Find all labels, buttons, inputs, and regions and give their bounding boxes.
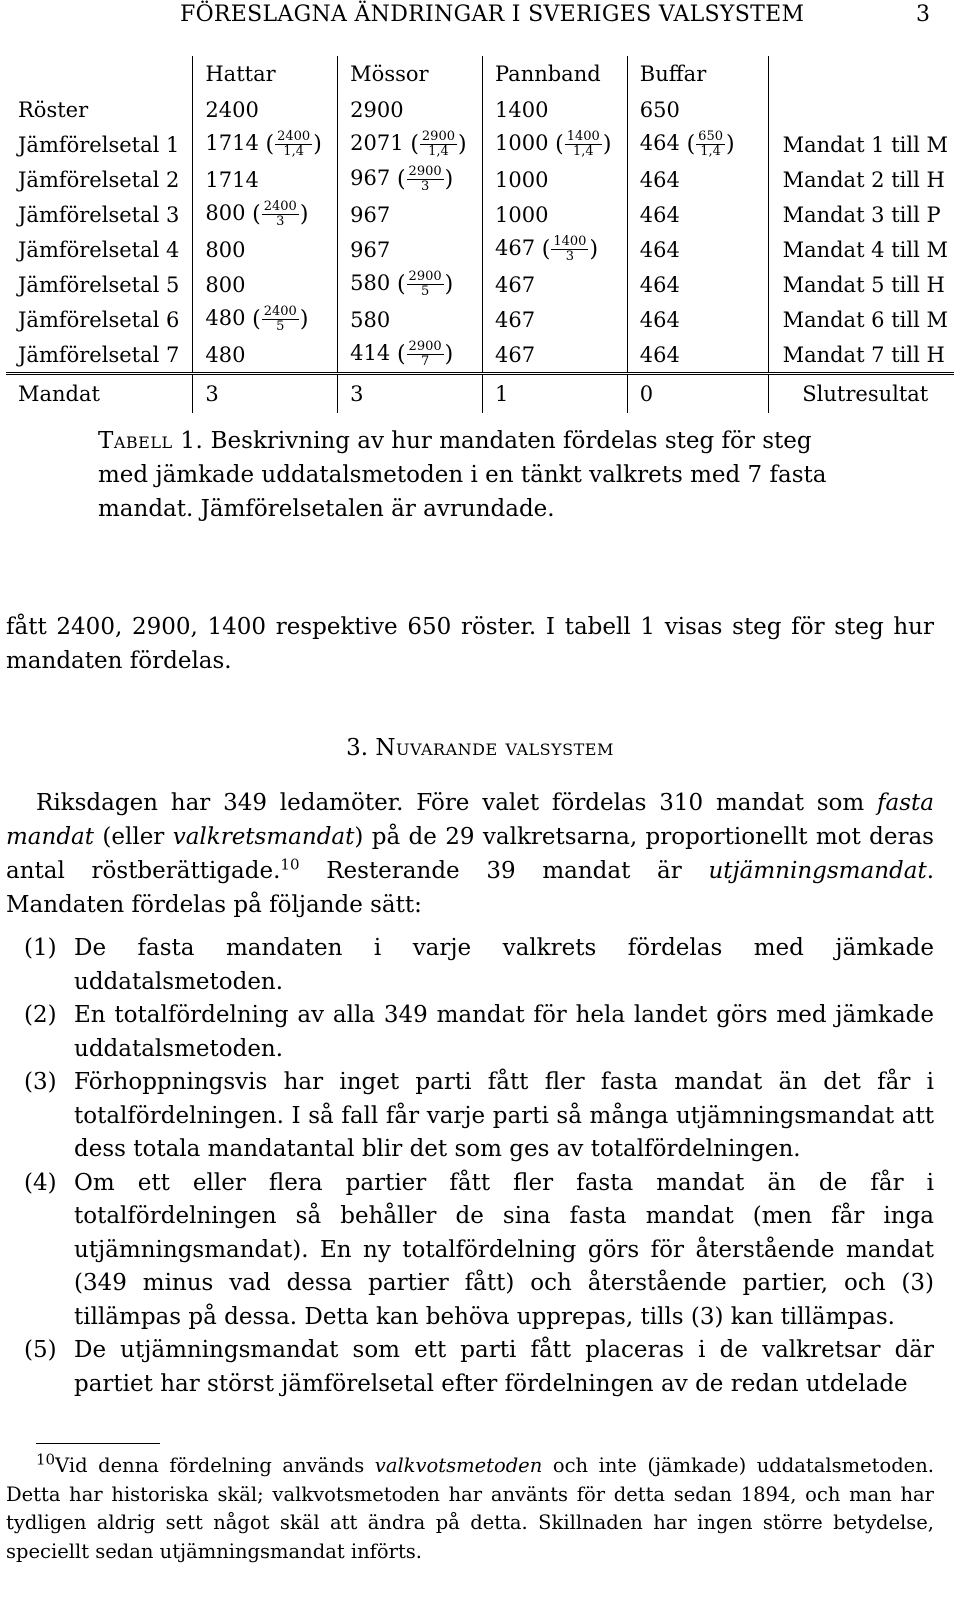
comparison-value: 414 xyxy=(350,341,391,365)
section-heading xyxy=(0,735,960,761)
comparison-value: 464 xyxy=(639,237,680,262)
row-label: Jämförelsetal 5 xyxy=(6,267,193,302)
comparison-row xyxy=(6,162,954,197)
list-item-number: (3) xyxy=(24,1069,57,1095)
paren-open: ( xyxy=(396,272,406,297)
paragraph-continuation: fått 2400, 2900, 1400 respektive 650 röster. I tabell 1 visas steg för steg hur mandaten fördelas. xyxy=(6,614,934,674)
header-cell: Mössor xyxy=(338,56,483,92)
paren-close: ) xyxy=(726,132,735,157)
fraction-denominator: 3 xyxy=(565,249,575,264)
comparison-value: 580 xyxy=(350,307,391,332)
seat-table xyxy=(6,56,954,413)
list-item xyxy=(6,1167,934,1335)
footnote-text-2: och inte (jämkade) uddatalsmetoden. Detta har historiska skäl; valkvotsmetoden har använts för detta sedan 1894, och man har tydligen aldrig sett något skäl att ändra på detta. Skillnaden har ingen större betydelse, speciellt sedan utjämningsmandat införts. xyxy=(6,1454,934,1563)
roster-row xyxy=(6,92,954,127)
result-cell xyxy=(768,92,954,127)
fraction xyxy=(407,165,444,194)
comparison-cell xyxy=(338,302,483,337)
votes-cell: 2400 xyxy=(193,92,338,127)
comparison-value: 467 xyxy=(494,307,536,332)
comparison-cell xyxy=(193,267,338,302)
comparison-value: 480 xyxy=(205,342,246,367)
comparison-cell xyxy=(482,197,627,232)
comparison-cell xyxy=(193,197,338,232)
comparison-cell xyxy=(338,162,483,197)
paren-open: ( xyxy=(396,167,406,192)
footnote-marker: 10 xyxy=(280,855,300,874)
comparison-cell xyxy=(193,162,338,197)
comparison-value: 580 xyxy=(350,271,391,295)
list-item-text: Om ett eller flera partier fått fler fasta mandat än de får i totalfördelningen så behåller de sina fasta mandat (men får inga utjämningsmandat). En ny totalfördelning görs för återstående mandat (349 minus vad dessa partier fått) och återstående partier, och (3) tillämpas på dessa. Detta kan behöva upprepas, tills (3) kan tillämpas. xyxy=(74,1169,934,1330)
comparison-value: 2071 xyxy=(350,131,404,155)
fraction-denominator: 1,4 xyxy=(428,144,449,159)
comparison-value: 967 xyxy=(350,202,391,227)
votes-cell: 1400 xyxy=(482,92,627,127)
fraction-denominator: 3 xyxy=(420,179,430,194)
fraction-numerator: 2900 xyxy=(421,129,455,144)
paren-close: ) xyxy=(589,237,599,262)
paren-close: ) xyxy=(458,132,467,157)
comparison-cell xyxy=(627,127,768,162)
running-title: FÖRESLAGNA ÄNDRINGAR I SVERIGES VALSYSTEM xyxy=(180,2,805,27)
comparison-value: 967 xyxy=(350,237,391,262)
comparison-cell xyxy=(482,232,627,267)
comparison-value: 480 xyxy=(205,306,246,330)
section-title: Nuvarande valsystem xyxy=(375,735,614,761)
comparison-cell xyxy=(482,302,627,337)
fraction-numerator: 2400 xyxy=(277,129,311,144)
fraction xyxy=(275,130,312,159)
row-label: Jämförelsetal 3 xyxy=(6,197,193,232)
comparison-cell xyxy=(627,337,768,374)
fraction-denominator: 1,4 xyxy=(283,144,304,159)
fraction-numerator: 650 xyxy=(698,129,723,144)
fraction xyxy=(551,235,588,264)
list-item xyxy=(6,932,934,999)
paren-close: ) xyxy=(602,132,612,157)
result-cell: Mandat 3 till P xyxy=(782,202,941,227)
mandat-cell: 0 xyxy=(627,374,768,414)
result-cell: Mandat 5 till H xyxy=(782,272,945,297)
paren-open: ( xyxy=(396,342,406,367)
comparison-value: 800 xyxy=(205,201,246,225)
votes-cell: 2900 xyxy=(338,92,483,127)
result-cell: Mandat 7 till H xyxy=(782,342,945,367)
paren-close: ) xyxy=(444,342,454,367)
fraction-numerator: 1400 xyxy=(566,129,600,144)
paren-open: ( xyxy=(541,237,551,262)
fraction-numerator: 1400 xyxy=(553,234,587,249)
mandat-cell: 1 xyxy=(482,374,627,414)
comparison-row xyxy=(6,197,954,232)
footnote-rule xyxy=(36,1443,160,1444)
paren-open: ( xyxy=(555,132,564,157)
list-item-number: (1) xyxy=(24,935,57,961)
header-cell: Buffar xyxy=(627,56,768,92)
para2-text-3: ) på de 29 valkretsarna, proportionellt mot deras antal röstberättigade. xyxy=(6,824,934,884)
comparison-cell xyxy=(627,232,768,267)
comparison-row xyxy=(6,267,954,302)
fraction-denominator: 1,4 xyxy=(700,144,721,159)
mandat-row xyxy=(6,374,954,414)
comparison-cell xyxy=(482,337,627,374)
comparison-value: 464 xyxy=(639,342,680,367)
paren-close: ) xyxy=(299,307,309,332)
list-item-number: (5) xyxy=(24,1337,57,1363)
paren-close: ) xyxy=(444,167,454,192)
result-cell: Mandat 4 till M xyxy=(782,237,948,262)
fraction xyxy=(420,130,457,159)
header-cell xyxy=(768,56,954,92)
comparison-cell xyxy=(627,162,768,197)
fraction-denominator: 3 xyxy=(276,214,285,229)
fraction-denominator: 5 xyxy=(276,319,285,334)
result-cell: Slutresultat xyxy=(768,374,954,414)
votes-cell: 650 xyxy=(627,92,768,127)
list-item-number: (4) xyxy=(24,1169,57,1196)
fraction-denominator: 5 xyxy=(420,284,430,299)
paren-open: ( xyxy=(265,132,275,157)
comparison-value: 467 xyxy=(494,272,536,297)
rule-list xyxy=(6,932,934,1401)
comparison-value: 1714 xyxy=(205,131,259,155)
header-cell: Pannband xyxy=(482,56,627,92)
comparison-value: 464 xyxy=(639,167,680,192)
comparison-cell xyxy=(193,232,338,267)
comparison-value: 1000 xyxy=(494,202,549,227)
comparison-value: 464 xyxy=(639,272,680,297)
header-cell xyxy=(6,56,193,92)
comparison-value: 464 xyxy=(639,202,680,227)
footnote-text-1: Vid denna fördelning används xyxy=(55,1454,375,1477)
list-item-text: Förhoppningsvis har inget parti fått fler fasta mandat än det får i totalfördelningen. I så fall får varje parti så många utjämningsmandat att dess totala mandatantal blir det som ges av totalfördelningen. xyxy=(74,1069,934,1162)
para2-text-1: Riksdagen har 349 ledamöter. Före valet fördelas 310 mandat som xyxy=(36,790,878,816)
section-number: 3. xyxy=(346,735,369,761)
comparison-row xyxy=(6,232,954,267)
comparison-value: 467 xyxy=(494,342,536,367)
comparison-value: 467 xyxy=(494,236,536,260)
running-head xyxy=(0,0,960,30)
fraction xyxy=(262,200,299,229)
fraction-denominator: 1,4 xyxy=(572,144,594,159)
list-item xyxy=(6,999,934,1066)
row-label: Mandat xyxy=(6,374,193,414)
comparison-row xyxy=(6,127,954,162)
footnote xyxy=(6,1452,934,1566)
paren-close: ) xyxy=(313,132,322,157)
comparison-cell xyxy=(482,127,627,162)
comparison-cell xyxy=(627,302,768,337)
row-label: Jämförelsetal 7 xyxy=(6,337,193,374)
para2-text-2: (eller xyxy=(94,824,173,850)
row-label: Jämförelsetal 4 xyxy=(6,232,193,267)
comparison-cell xyxy=(193,337,338,374)
row-label: Jämförelsetal 1 xyxy=(6,127,193,162)
comparison-value: 464 xyxy=(639,131,680,155)
seat-allocation-table xyxy=(6,56,954,413)
table-header-row xyxy=(6,56,954,92)
fraction-numerator: 2900 xyxy=(408,164,442,179)
comparison-row xyxy=(6,337,954,374)
caption-label: Tabell 1. xyxy=(98,428,204,454)
fraction-denominator: 7 xyxy=(420,354,430,369)
paren-open: ( xyxy=(252,307,261,332)
comparison-value: 967 xyxy=(350,166,391,190)
fraction xyxy=(407,270,444,299)
row-label: Jämförelsetal 6 xyxy=(6,302,193,337)
comparison-cell xyxy=(482,162,627,197)
comparison-cell xyxy=(338,127,483,162)
header-cell: Hattar xyxy=(193,56,338,92)
fraction-numerator: 2900 xyxy=(408,269,442,284)
row-label: Jämförelsetal 2 xyxy=(6,162,193,197)
comparison-value: 1000 xyxy=(494,167,549,192)
fraction xyxy=(407,340,444,369)
list-item-text: De fasta mandaten i varje valkrets fördelas med jämkade uddatalsmetoden. xyxy=(74,935,934,995)
result-cell: Mandat 1 till M xyxy=(782,132,948,157)
mandat-cell: 3 xyxy=(193,374,338,414)
comparison-value: 800 xyxy=(205,272,246,297)
comparison-value: 1000 xyxy=(494,131,549,155)
table-caption xyxy=(98,424,858,526)
para2-text-4: Resterande 39 mandat är xyxy=(299,858,709,884)
paren-close: ) xyxy=(299,202,309,227)
page-number: 3 xyxy=(916,2,930,27)
comparison-cell xyxy=(338,197,483,232)
comparison-cell xyxy=(627,197,768,232)
fraction xyxy=(696,130,725,159)
list-item-text: En totalfördelning av alla 349 mandat för hela landet görs med jämkade uddatalsmetoden. xyxy=(74,1002,934,1062)
comparison-cell xyxy=(338,232,483,267)
para2-emphasis-fasta: fasta mandat xyxy=(6,790,934,850)
para2-emphasis-valkrets: valkretsmandat xyxy=(172,824,355,850)
comparison-cell xyxy=(193,302,338,337)
paren-open: ( xyxy=(252,202,261,227)
para2-emphasis-utjamning: utjämningsmandat xyxy=(708,858,927,884)
row-label: Röster xyxy=(6,92,193,127)
result-cell: Mandat 2 till H xyxy=(782,167,945,192)
paren-open: ( xyxy=(410,132,419,157)
caption-text: Beskrivning av hur mandaten fördelas steg för steg med jämkade uddatalsmetoden i en tänkt valkrets med 7 fasta mandat. Jämförelsetalen är avrundade. xyxy=(98,428,827,522)
comparison-value: 800 xyxy=(205,237,246,262)
comparison-row xyxy=(6,302,954,337)
fraction xyxy=(565,130,602,159)
list-item-number: (2) xyxy=(24,1002,57,1028)
result-cell: Mandat 6 till M xyxy=(782,307,948,332)
fraction-numerator: 2400 xyxy=(263,304,297,319)
paragraph-intro xyxy=(6,786,934,922)
fraction-numerator: 2900 xyxy=(408,339,442,354)
comparison-cell xyxy=(482,267,627,302)
mandat-cell: 3 xyxy=(338,374,483,414)
para2-text-5: . Mandaten fördelas på följande sätt: xyxy=(6,858,935,918)
footnote-number: 10 xyxy=(36,1450,56,1469)
comparison-value: 464 xyxy=(639,307,680,332)
footnote-emphasis: valkvotsmetoden xyxy=(374,1454,543,1477)
list-item-text: De utjämningsmandat som ett parti fått placeras i de valkretsar där partiet har störst jämförelsetal efter fördelningen av de redan utdelade xyxy=(74,1337,934,1397)
comparison-cell xyxy=(627,267,768,302)
fraction-numerator: 2400 xyxy=(263,199,297,214)
comparison-cell xyxy=(193,127,338,162)
paren-close: ) xyxy=(444,272,454,297)
comparison-cell xyxy=(338,267,483,302)
paren-open: ( xyxy=(686,132,696,157)
list-item xyxy=(6,1334,934,1401)
fraction xyxy=(262,305,299,334)
list-item xyxy=(6,1066,934,1167)
comparison-cell xyxy=(338,337,483,374)
comparison-value: 1714 xyxy=(205,167,259,192)
